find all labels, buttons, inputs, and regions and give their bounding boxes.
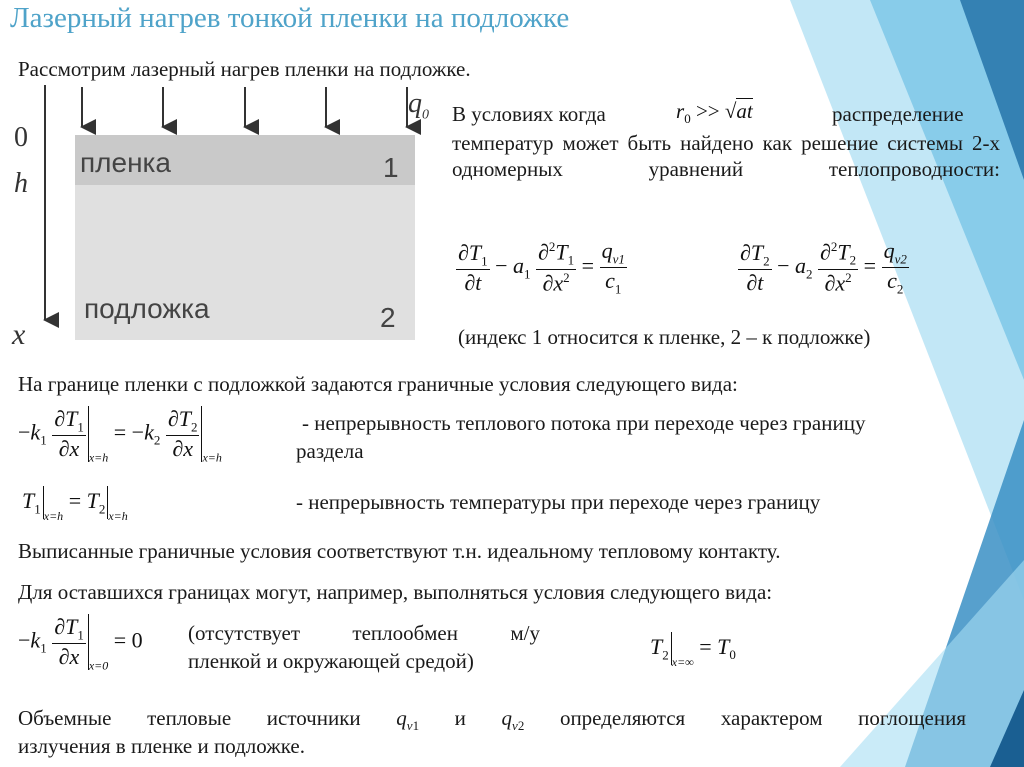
bc3-formula: $-k_1$ $\frac{\partial T_1}{\partial x}$ $_{x=0}$ = 0 [18,614,143,673]
bc3-text-2: пленкой и окружающей средой) [188,649,474,673]
index-note: (индекс 1 относится к пленке, 2 – к подложке) [458,325,871,349]
label-x: x [12,318,26,351]
bc2-formula: $T_1$ $_{x=h} = T_2$ $_{x=h}$ [22,487,128,523]
condition-rest: температур может быть найдено как решение системы 2-х одномерных уравнений теплопроводности: [452,131,1000,181]
boundary-intro: На границе пленки с подложкой задаются граничные условия следующего вида: [18,372,738,396]
ideal-contact-text: Выписанные граничные условия соответствуют т.н. идеальному тепловому контакту. [18,539,781,563]
slide-title: Лазерный нагрев тонкой пленки на подложке [10,2,570,34]
bc1-text-2: раздела [296,439,364,463]
bc1-formula: $-k_1$ $\frac{\partial T_1}{\partial x}$ $_{x=h} = -k_2$ $\frac{\partial T_2}{\partial x}$ $_{x=h}$ [18,406,222,465]
volume-sources-line-1: Объемные тепловые источники $q_{v1}$ и $q_{v2}$ определяются характером поглощения [18,706,967,734]
q0-label: $q_0$ [408,88,429,123]
other-bounds-text: Для оставшихся границах могут, например, выполняться условия следующего вида: [18,580,773,604]
condition-suffix: распределение [832,102,964,126]
film-label: пленка [80,147,171,178]
heat-equation-film: $\frac{\partial T_1}{\partial t}$ − $a_1$ $\frac{\partial^2T_1}{\partial x^2}$ = $\frac{q_{v1}}{c_1}$ [458,238,625,297]
bc3-text-1: (отсутствует теплообмен м/у [188,621,540,645]
substrate-label: подложка [84,293,210,324]
film-number: 1 [383,152,399,183]
bc2-text: - непрерывность температуры при переходе через границу [296,490,821,514]
intro-text: Рассмотрим лазерный нагрев пленки на подложке. [18,57,471,81]
substrate-number: 2 [380,302,396,333]
label-h: h [14,168,28,199]
bc4-formula: $T_2$ $_{x=\infty} = T_0$ [650,633,736,669]
condition-prefix: В условиях когда [452,102,606,126]
heat-equation-substrate: $\frac{\partial T_2}{\partial t}$ − $a_2$ $\frac{\partial^2T_2}{\partial x^2}$ = $\frac{q_{v2}}{c_2}$ [740,238,907,297]
film-substrate-diagram [10,85,440,350]
label-zero: 0 [14,122,28,153]
bc1-text-1: - непрерывность теплового потока при переходе через границу [302,411,866,435]
volume-sources-line-2: излучения в пленке и подложке. [18,734,305,758]
condition-formula: $r_0 >> √at$ [676,99,753,127]
